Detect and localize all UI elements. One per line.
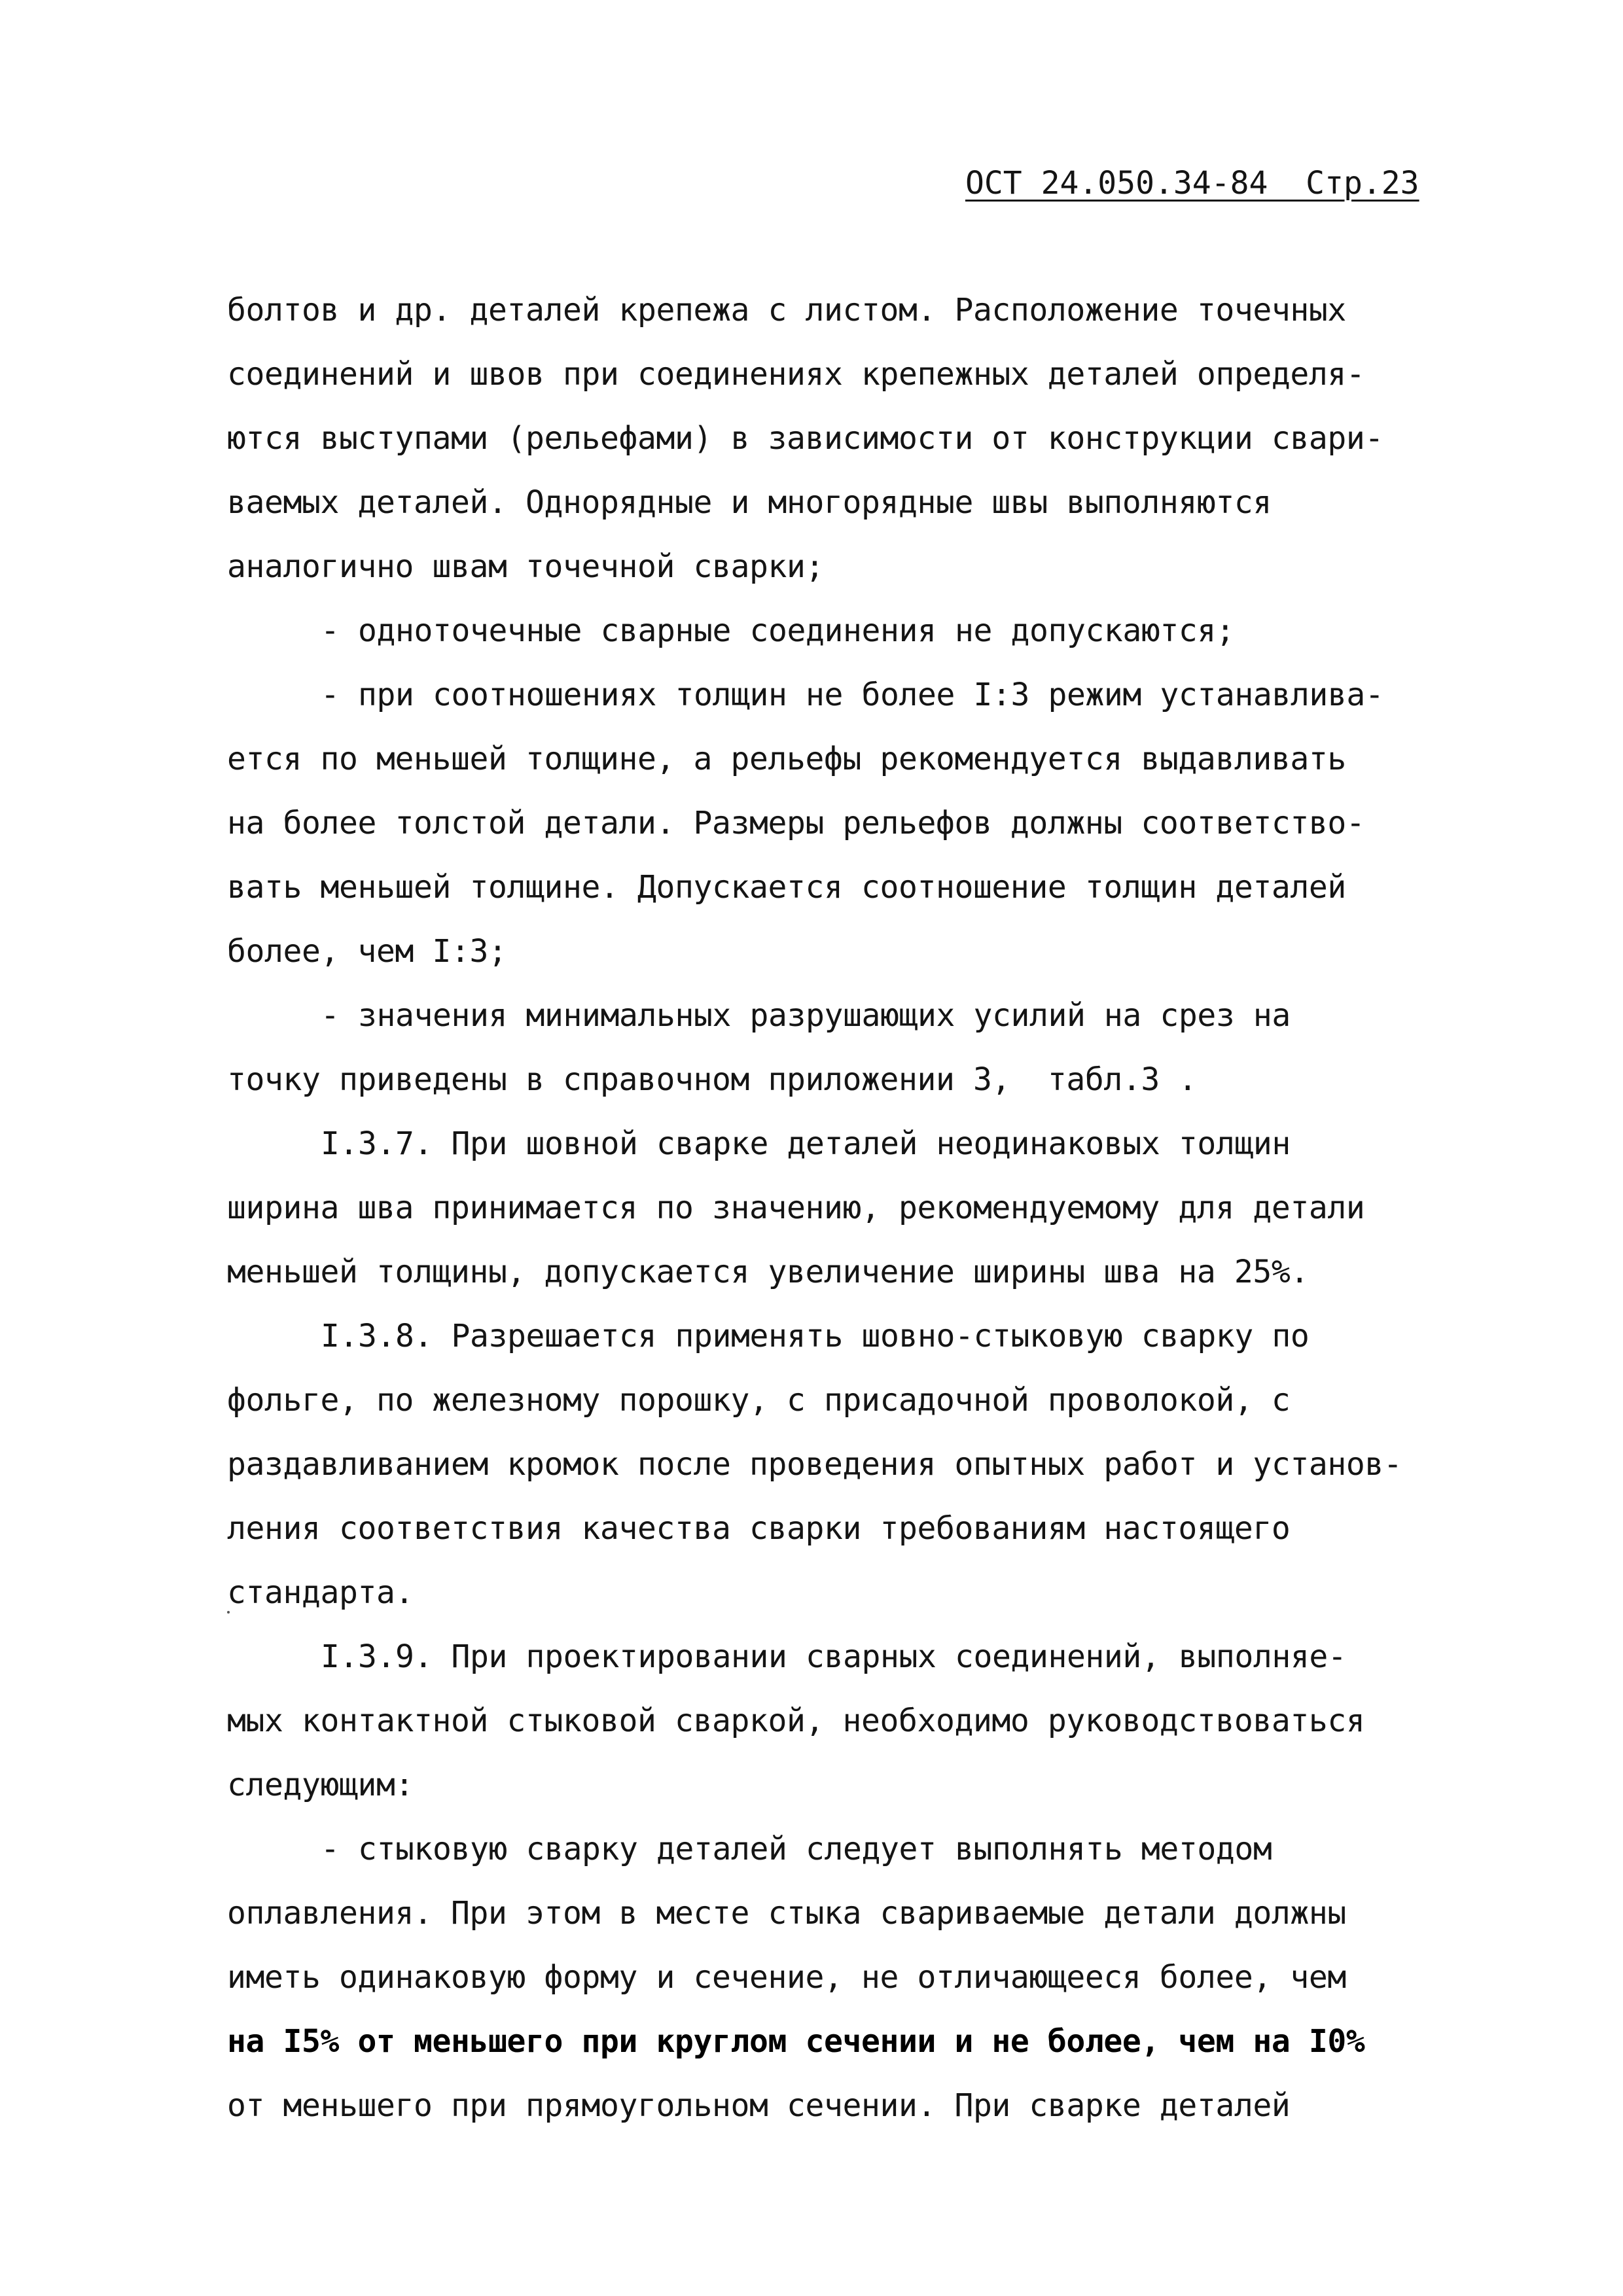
text-line: ваемых деталей. Однорядные и многорядные швы выполняются [227, 484, 1272, 521]
text-line: болтов и др. деталей крепежа с листом. Расположение точечных [227, 292, 1346, 328]
text-line: - стыковую сварку деталей следует выполнять методом [321, 1831, 1272, 1867]
text-line: оплавления. При этом в месте стыка свариваемые детали должны [227, 1895, 1346, 1932]
text-line: от меньшего при прямоугольном сечении. При сварке деталей [227, 2087, 1291, 2124]
text-line: на I5% от меньшего при круглом сечении и не более, чем на I0% [227, 2023, 1365, 2060]
text-line: - значения минимальных разрушающих усилий на срез на [321, 997, 1291, 1034]
text-line: иметь одинаковую форму и сечение, не отличающееся более, чем [227, 1959, 1346, 1996]
text-line: меньшей толщины, допускается увеличение ширины шва на 25%. [227, 1254, 1309, 1290]
text-line: I.3.8. Разрешается применять шовно-стыковую сварку по [321, 1318, 1310, 1354]
text-line: - одноточечные сварные соединения не допускаются; [321, 612, 1235, 649]
text-line: I.3.9. При проектировании сварных соединений, выполняе- [321, 1638, 1347, 1675]
text-line: мых контактной стыковой сваркой, необходимо руководствоваться [227, 1703, 1365, 1739]
text-line: соединений и швов при соединениях крепежных деталей определя- [227, 356, 1365, 393]
text-line: стандарта. [227, 1574, 414, 1611]
text-line: ются выступами (рельефами) в зависимости от конструкции свари- [227, 420, 1383, 457]
text-line: ется по меньшей толщине, а рельефы рекомендуется выдавливать [227, 741, 1346, 777]
text-line: раздавливанием кромок после проведения опытных работ и установ- [227, 1446, 1402, 1483]
text-line: точку приведены в справочном приложении 3, табл.3 . [227, 1061, 1197, 1098]
text-line: ления соответствия качества сварки требованиям настоящего [227, 1510, 1291, 1547]
text-line: на более толстой детали. Размеры рельефов должны соответство- [227, 805, 1365, 841]
text-line: более, чем I:3; [227, 933, 507, 970]
text-line: I.3.7. При шовной сварке деталей неодинаковых толщин [321, 1125, 1291, 1162]
page-header: ОСТ 24.050.34-84 Стр.23 [965, 165, 1419, 202]
text-line: следующим: [227, 1767, 414, 1803]
text-line: - при соотношениях толщин не более I:3 режим устанавлива- [321, 677, 1384, 713]
text-line: аналогично швам точечной сварки; [227, 548, 824, 585]
text-line: фольге, по железному порошку, с присадочной проволокой, с [227, 1382, 1291, 1419]
text-line: вать меньшей толщине. Допускается соотношение толщин деталей [227, 869, 1346, 906]
text-line: ширина шва принимается по значению, рекомендуемому для детали [227, 1190, 1365, 1226]
scan-speck [227, 1611, 230, 1614]
